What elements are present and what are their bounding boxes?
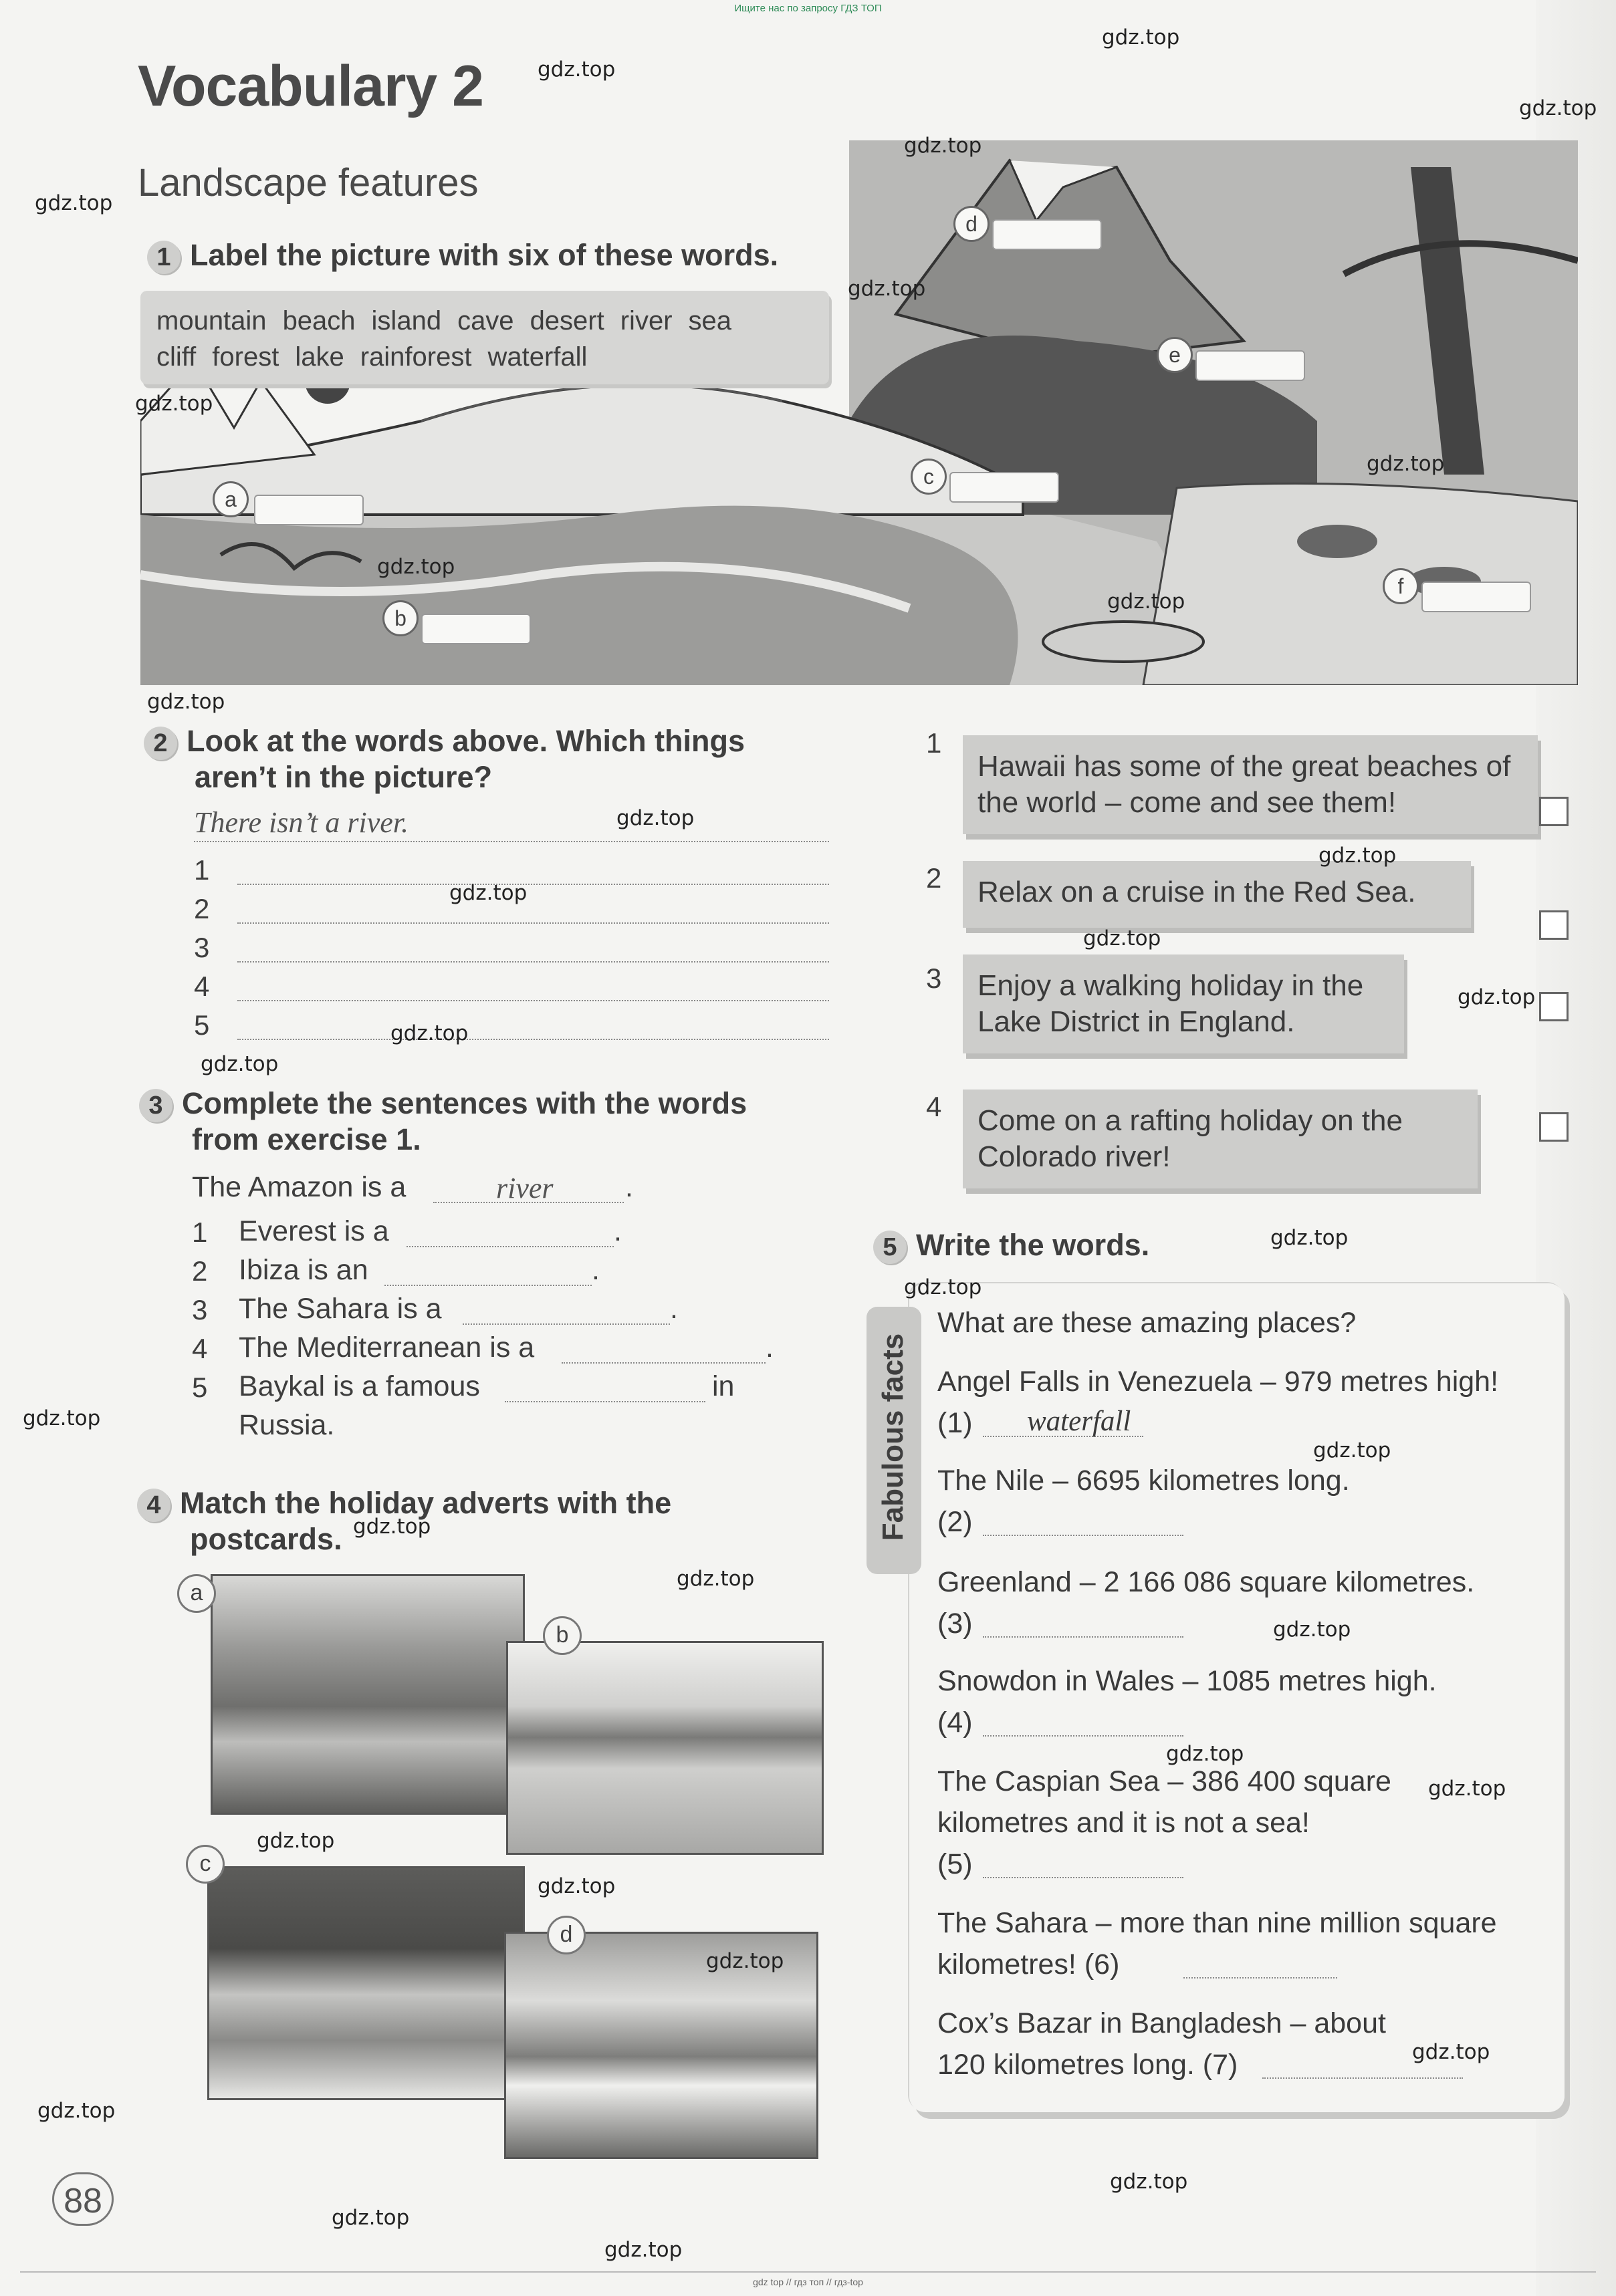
watermark: gdz.top: [353, 1515, 431, 1539]
fact-1-line1: Angel Falls in Venezuela – 979 metres high!: [937, 1366, 1499, 1398]
ex3-heading: [139, 1086, 747, 1122]
watermark: gdz.top: [677, 1567, 755, 1591]
fact-3-line1: Greenland – 2 166 086 square kilometres.: [937, 1566, 1475, 1598]
ex3-item-2-text: Ibiza is an: [239, 1254, 368, 1286]
ex2-title-line2: aren’t in the picture?: [195, 760, 493, 794]
ex3-item-5-text: Baykal is a famous: [239, 1370, 480, 1402]
answer-line[interactable]: [237, 922, 829, 924]
watermark: gdz.top: [135, 392, 213, 416]
ex3-item-1-end: .: [614, 1215, 622, 1247]
ex3-item-2-end: .: [592, 1254, 600, 1286]
watermark: gdz.top: [848, 277, 926, 301]
advert-3-number: 3: [926, 963, 942, 994]
ex3-item-1-num: 1: [192, 1217, 208, 1248]
answer-line[interactable]: [983, 1535, 1183, 1536]
picture-label-d: d: [953, 206, 990, 242]
picture-label-f: f: [1383, 568, 1419, 604]
picture-blank-e[interactable]: [1195, 350, 1305, 381]
answer-line[interactable]: [1183, 1977, 1337, 1979]
fabulous-facts-tab: [867, 1307, 921, 1574]
word-box-line-2: [156, 339, 813, 375]
watermark: gdz.top: [1519, 96, 1597, 120]
picture-label-b: b: [382, 600, 419, 636]
postcard-d-label: d: [547, 1916, 586, 1954]
watermark: gdz.top: [604, 2238, 683, 2262]
fact-1-answer: waterfall: [1027, 1406, 1131, 1437]
advert-3-text: Enjoy a walking holiday in the Lake District in England.: [977, 969, 1364, 1038]
picture-blank-a[interactable]: [254, 495, 364, 525]
ex3-title-line2: from exercise 1.: [192, 1122, 421, 1156]
watermark: gdz.top: [449, 881, 528, 905]
postcard-a-mountain-lake-photo: [211, 1574, 525, 1815]
answer-line[interactable]: [237, 961, 829, 963]
watermark: gdz.top: [1083, 926, 1161, 950]
fact-6-line2: kilometres! (6): [937, 1948, 1120, 1981]
answer-line[interactable]: [505, 1401, 705, 1402]
watermark: gdz.top: [904, 134, 982, 158]
answer-line[interactable]: [237, 884, 829, 885]
postcard-b-label: b: [543, 1616, 582, 1655]
watermark: gdz.top: [538, 1874, 616, 1898]
watermark: gdz.top: [201, 1052, 279, 1076]
watermark: gdz.top: [332, 2206, 410, 2230]
ex3-item-2-num: 2: [192, 1255, 208, 1287]
watermark: gdz.top: [1166, 1742, 1244, 1766]
fact-5-num: (5): [937, 1848, 973, 1880]
picture-blank-d[interactable]: [992, 219, 1102, 250]
picture-blank-c[interactable]: [949, 472, 1059, 503]
ex1-heading: [147, 237, 778, 274]
answer-line[interactable]: [237, 1000, 829, 1001]
fact-3-num: (3): [937, 1608, 973, 1640]
watermark: gdz.top: [706, 1949, 784, 1973]
advert-4-text: Come on a rafting holiday on the Colorado river!: [977, 1104, 1403, 1173]
ex2-item-1: 1: [194, 854, 210, 886]
ex5-question: What are these amazing places?: [937, 1307, 1357, 1339]
answer-line[interactable]: [237, 1039, 829, 1040]
watermark: gdz.top: [257, 1829, 335, 1853]
answer-line[interactable]: [983, 1735, 1183, 1737]
ex3-title-line1: Complete the sentences with the words: [182, 1086, 747, 1120]
fact-5-line1: The Caspian Sea – 386 400 square: [937, 1765, 1391, 1797]
ex5-title: Write the words.: [916, 1228, 1150, 1262]
bottom-note: gdz top // гдз топ // гдз-top: [753, 2277, 863, 2287]
ex4-number: 4: [137, 1489, 170, 1522]
word: cave: [457, 306, 514, 336]
fact-6-line1: The Sahara – more than nine million square: [937, 1907, 1497, 1939]
watermark: gdz.top: [1110, 2170, 1188, 2194]
word: mountain: [156, 306, 267, 336]
answer-line[interactable]: [384, 1285, 592, 1286]
fact-4-num: (4): [937, 1706, 973, 1739]
ex2-item-4: 4: [194, 971, 210, 1002]
word: beach: [282, 306, 356, 336]
word: forest: [212, 342, 279, 372]
ex3-item-3-end: .: [670, 1293, 678, 1325]
ex1-title: Label the picture with six of these words.: [190, 238, 779, 272]
watermark: gdz.top: [904, 1275, 982, 1299]
fabulous-facts-label: Fabulous facts: [877, 1333, 909, 1541]
ex3-item-3-num: 3: [192, 1294, 208, 1325]
word: desert: [530, 306, 604, 336]
word: island: [371, 306, 442, 336]
word: river: [620, 306, 673, 336]
ex5-heading: [873, 1227, 1149, 1264]
fact-1-num: (1): [937, 1407, 973, 1439]
word: cliff: [156, 342, 197, 372]
fact-5-line2: kilometres and it is not a sea!: [937, 1807, 1310, 1839]
watermark: gdz.top: [1428, 1777, 1506, 1801]
advert-2-text: Relax on a cruise in the Red Sea.: [977, 876, 1416, 908]
picture-label-e: e: [1157, 337, 1193, 373]
word: waterfall: [487, 342, 588, 372]
watermark: gdz.top: [35, 191, 113, 215]
advert-2-card: [963, 861, 1471, 928]
watermark: gdz.top: [23, 1406, 101, 1430]
ex2-item-3: 3: [194, 932, 210, 963]
ex3-item-4-text: The Mediterranean is a: [239, 1331, 535, 1364]
ex5-number: 5: [873, 1231, 907, 1264]
word-box: [140, 291, 829, 384]
answer-line[interactable]: [983, 1636, 1183, 1638]
bottom-rule: [20, 2271, 1596, 2273]
watermark: gdz.top: [147, 690, 225, 714]
picture-label-c: c: [911, 459, 947, 495]
top-note: Ищите нас по запросу ГДЗ ТОП: [734, 3, 882, 14]
watermark: gdz.top: [390, 1021, 469, 1045]
section-subtitle: Landscape features: [138, 161, 479, 205]
ex3-item-5-end: in: [712, 1370, 735, 1402]
postcard-c-label: c: [186, 1845, 225, 1884]
page-number: 88: [52, 2172, 114, 2226]
landscape-illustration: [140, 140, 1578, 685]
answer-line[interactable]: [407, 1246, 614, 1247]
watermark: gdz.top: [1273, 1618, 1351, 1642]
fact-7-line1: Cox’s Bazar in Bangladesh – about: [937, 2007, 1386, 2039]
ex4-title-line1: Match the holiday adverts with the: [180, 1486, 672, 1520]
ex3-number: 3: [139, 1089, 172, 1122]
fact-7-line2: 120 kilometres long. (7): [937, 2049, 1238, 2081]
ex3-item-5-num: 5: [192, 1372, 208, 1403]
watermark: gdz.top: [1270, 1226, 1349, 1250]
watermark: gdz.top: [1367, 452, 1445, 476]
picture-blank-b[interactable]: [421, 614, 531, 644]
fact-2-num: (2): [937, 1506, 973, 1538]
picture-blank-f[interactable]: [1421, 582, 1531, 612]
advert-4-checkbox[interactable]: [1539, 1112, 1569, 1142]
fact-4-line1: Snowdon in Wales – 1085 metres high.: [937, 1665, 1437, 1697]
postcard-a-label: a: [177, 1574, 216, 1613]
advert-1-card: [963, 735, 1538, 834]
watermark: gdz.top: [1458, 985, 1536, 1009]
watermark: gdz.top: [1313, 1438, 1391, 1462]
ex3-item-5-line2: Russia.: [239, 1409, 335, 1441]
ex1-number: 1: [147, 241, 181, 274]
ex2-number: 2: [144, 727, 177, 760]
watermark: gdz.top: [1102, 25, 1180, 49]
ex3-item-3-text: The Sahara is a: [239, 1293, 442, 1325]
advert-3-card: [963, 954, 1404, 1053]
picture-label-a: a: [213, 481, 249, 517]
postcard-c-rafting-photo: [207, 1866, 525, 2100]
advert-2-checkbox[interactable]: [1539, 910, 1569, 940]
advert-4-card: [963, 1090, 1478, 1188]
ex2-example: There isn’t a river.: [194, 806, 409, 839]
advert-2-number: 2: [926, 862, 942, 894]
ex3-example-answer: river: [496, 1172, 554, 1204]
advert-1-number: 1: [926, 727, 942, 759]
advert-1-checkbox[interactable]: [1539, 797, 1569, 826]
answer-line[interactable]: [463, 1323, 670, 1325]
watermark: gdz.top: [1107, 590, 1185, 614]
full-stop: .: [625, 1171, 633, 1203]
fact-2-line1: The Nile – 6695 kilometres long.: [937, 1464, 1350, 1497]
watermark: gdz.top: [1412, 2040, 1490, 2064]
ex2-title-line1: Look at the words above. Which things: [187, 724, 745, 758]
watermark: gdz.top: [377, 555, 455, 579]
watermark: gdz.top: [538, 57, 616, 82]
advert-4-number: 4: [926, 1091, 942, 1122]
ex3-example-text: The Amazon is a: [192, 1171, 407, 1203]
ex3-item-4-num: 4: [192, 1333, 208, 1364]
word: rainforest: [360, 342, 472, 372]
ex4-title-line2: postcards.: [190, 1522, 342, 1556]
ex2-item-2: 2: [194, 893, 210, 924]
watermark: gdz.top: [616, 806, 695, 830]
answer-line[interactable]: [1262, 2077, 1463, 2079]
advert-1-text: Hawaii has some of the great beaches of the world – come and see them!: [977, 750, 1511, 819]
watermark: gdz.top: [37, 2099, 116, 2123]
ex2-item-5: 5: [194, 1009, 210, 1041]
answer-line[interactable]: [983, 1877, 1183, 1878]
advert-3-checkbox[interactable]: [1539, 992, 1569, 1021]
watermark: gdz.top: [1318, 844, 1397, 868]
answer-line: [194, 841, 829, 842]
word-box-line-1: [156, 303, 813, 339]
postcard-b-beach-photo: [506, 1641, 824, 1855]
word: lake: [295, 342, 344, 372]
page-title: Vocabulary 2: [138, 54, 483, 118]
word: sea: [688, 306, 732, 336]
answer-line[interactable]: [562, 1362, 766, 1364]
ex3-item-1-text: Everest is a: [239, 1215, 389, 1247]
ex3-item-4-end: .: [766, 1331, 774, 1364]
ex2-heading: [144, 723, 745, 760]
